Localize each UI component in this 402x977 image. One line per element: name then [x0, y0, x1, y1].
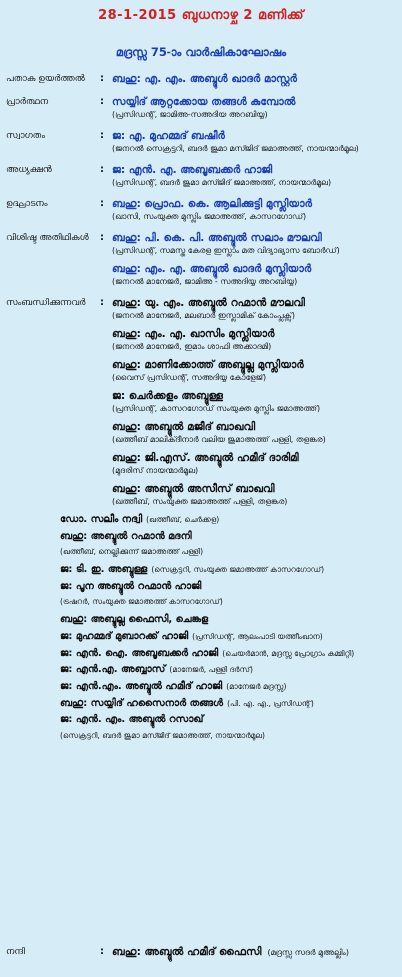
- person-desc: (ഖത്തീബ് മാലിക്ദീനാർ വലിയ ജുമാഅത്ത് പള്ളി, തളങ്കര): [112, 435, 326, 444]
- person-name: ജ: എ. മുഹമ്മദ് ബഷീർ: [112, 130, 225, 142]
- person-name: ബഹു: എം. എ. അബ്ദുൽ ഖാദർ മുസ്ലിയാർ: [112, 263, 312, 275]
- programme-list: [0, 72, 402, 513]
- attendee-line: [60, 714, 402, 731]
- attendee-line: [60, 597, 402, 614]
- person-desc: (മദ്രസ്സ സദർ മുഅല്ലിം): [267, 948, 349, 957]
- colon: :: [100, 232, 104, 243]
- person-desc: (പ്രസിഡന്റ്, ജാമിഅ-സഅദിയ അറബിയ്യ): [112, 110, 268, 119]
- role-label: വിശിഷ്ട അതിഥികൾ: [6, 233, 89, 243]
- attendee-line: [60, 614, 402, 631]
- attendee-name: ബഹു: അബ്ദുല്ല ഫൈസി, ചെങ്കള: [60, 614, 209, 626]
- people: [112, 163, 402, 194]
- attendee-line: [60, 681, 402, 698]
- invitation-header: [0, 0, 402, 60]
- role-label: പതാക ഉയർത്തൽ: [6, 74, 85, 84]
- person-desc: (ജനറൽ മാനേജർ, ജാമിഅ - സഅദിയ്യ അറബിയ്യ): [112, 277, 298, 286]
- person: [112, 389, 402, 414]
- attendee-desc: (സെക്രട്ടറി, സംയുക്ത ജമാഅത്ത് കാസറഗോഡ്): [151, 565, 325, 575]
- person-desc: (ജനറൽ മാനേജർ, മലബാർ ഇസ്ലാമിക് കോംപ്ലക്സ്): [112, 311, 296, 320]
- person: [112, 129, 402, 154]
- person-name: ബഹു: എം. എ. ഖാസിം മുസ്ലിയാർ: [112, 328, 275, 340]
- person: [112, 262, 402, 287]
- people: [112, 72, 402, 92]
- person: [112, 945, 402, 959]
- colon: :: [100, 297, 104, 308]
- person-name: ബഹു: പി. കെ. പി. അബ്ദുൽ സലാം മൗലവി: [112, 232, 322, 244]
- attendee-desc: (പ്രസിഡന്റ്, ആലംപാടി യത്തീംഖാന): [192, 631, 323, 641]
- person: [112, 231, 402, 256]
- person: [112, 95, 402, 120]
- person: [112, 420, 402, 445]
- attendee-name: ജ: ടി. ഇ. അബ്ദുള്ള: [60, 564, 148, 576]
- attendee-line: [60, 648, 402, 665]
- event-date-time: 28-1-2015 ബുധനാഴ്ച 2 മണിക്ക്: [98, 8, 304, 23]
- vote-of-thanks-row: [0, 945, 402, 965]
- colon: :: [100, 96, 104, 107]
- attendee-name: ജ: എൻ. ഐ. അബൂബക്കർ ഹാജി: [60, 647, 219, 659]
- person: [112, 72, 402, 86]
- attendee-name: ജ: എൻ.എ. അബ്ബാസ്: [60, 664, 166, 676]
- person: [112, 482, 402, 507]
- attendee-desc: (ചെയർമാൻ, മദ്രസ്സ പ്രോഗ്രാം കമ്മിറ്റി): [222, 648, 355, 658]
- person: [112, 197, 402, 222]
- person-name: സയ്യിദ് ആറ്റക്കോയ തങ്ങൾ കുമ്പോൽ: [112, 96, 296, 108]
- role-label: അധ്യക്ഷൻ: [6, 165, 52, 175]
- attendee-line: [60, 731, 402, 748]
- person: [112, 163, 402, 188]
- attendee-line: [60, 564, 402, 581]
- programme-row: [0, 95, 402, 126]
- colon: :: [100, 198, 104, 209]
- attendee-line: [60, 514, 402, 531]
- role-label: ഉദ്ഘാടനം: [6, 199, 48, 209]
- attendee-desc: (പി. എ. എ., പ്രസിഡന്റ്): [227, 698, 314, 708]
- person-desc: (മുദരിസ് നായന്മാർമൂല): [112, 466, 199, 475]
- people: [112, 231, 402, 293]
- person-name: ബഹു: യു. എം. അബ്ദുൽ റഹ്മാൻ മൗലവി: [112, 297, 305, 309]
- colon: :: [100, 130, 104, 141]
- role-label: നന്ദി: [6, 947, 26, 957]
- person-desc: (ഖത്തീബ്, സംയുക്ത ജമാഅത്ത് പള്ളി, തളങ്കര): [112, 497, 288, 506]
- person-name: ബഹു: അബ്ദുൽ ഹമീദ് ഫൈസി: [112, 946, 262, 958]
- programme-row: [0, 231, 402, 293]
- programme-row: [0, 72, 402, 92]
- people: [112, 197, 402, 228]
- programme-row: [0, 296, 402, 513]
- attendee-name: ജ: എൻ.എം. അബ്ദുൽ ഹമീദ് ഹാജി: [60, 680, 223, 692]
- attendee-line: [60, 698, 402, 715]
- attendee-desc: (ഖത്തീബ്, നെല്ലിക്കുന്ന് ജമാഅത്ത് പള്ളി): [60, 547, 204, 557]
- person-name: ബഹു: അബ്ദുൽ മജീദ് ബാഖവി: [112, 421, 256, 433]
- attendee-line: [60, 547, 402, 564]
- attendee-desc: (മാനേജർ മദ്രസ്സ): [226, 681, 287, 691]
- colon: :: [100, 73, 104, 84]
- person-desc: (വൈസ് പ്രസിഡന്റ്, സഅദിയ്യ കോളേജ്): [112, 373, 267, 382]
- role-label: പ്രാർത്ഥന: [6, 97, 49, 107]
- attendee-name: ബഹു: അബ്ദുൽ റഹ്മാൻ മദനി: [60, 530, 192, 542]
- attendee-line: [60, 631, 402, 648]
- person: [112, 327, 402, 352]
- people: [112, 95, 402, 126]
- people: [112, 296, 402, 513]
- person-desc: (പ്രസിഡന്റ്, സമസ്ത കേരള ഇസ്ലാം മത വിദ്യാഭ്യാസ ബോർഡ്): [112, 246, 340, 255]
- attendee-name: ജ: പൂന അബ്ദുൽ റഹ്മാൻ ഹാജി: [60, 580, 202, 592]
- person-name: ജ: ചെർക്കളം അബ്ദുള്ള: [112, 390, 224, 402]
- attendee-line: [60, 531, 402, 548]
- person-desc: (ഖാസി, സംയുക്ത മുസ്ലിം ജമാഅത്ത്, കാസറഗോഡ്): [112, 212, 307, 221]
- person-desc: (പ്രസിഡന്റ്, ബദർ ജുമാ മസ്ജിദ് ജമാഅത്ത്, നായന്മാർമൂല): [112, 178, 332, 187]
- programme-row: [0, 197, 402, 228]
- role-label: സ്വാഗതം: [6, 131, 46, 141]
- colon: :: [100, 164, 104, 175]
- people: [112, 945, 402, 965]
- attendee-name: ബഹു: സയ്യിദ് ഹസൈനാർ തങ്ങൾ: [60, 697, 224, 709]
- person-name: ബഹു: എ. എം. അബ്ദുൾ ഖാദർ മാസ്റ്റർ: [112, 73, 297, 85]
- person-desc: (ജനറൽ സെക്രട്ടറി, ബദർ ജുമാ മസ്ജിദ് ജമാഅത്ത്, നായന്മാർമൂല): [112, 144, 359, 153]
- attendee-name: ഡോ. സലീം നദ്വി: [60, 514, 143, 525]
- attendee-name: ജ: എൻ. എം. അബ്ദുൽ റസാഖ്: [60, 714, 204, 726]
- role-label: സംബന്ധിക്കുന്നവർ: [6, 298, 86, 308]
- person-desc: (പ്രസിഡന്റ്, കാസറഗോഡ് സംയുക്ത മുസ്ലിം ജമാഅത്ത്): [112, 404, 321, 413]
- attendee-line: [60, 581, 402, 598]
- person-desc: (ജനറൽ മാനേജർ, ഇമാം ശാഫി അക്കാദമി): [112, 342, 272, 351]
- person-name: ജ: എൻ. എ. അബൂബക്കർ ഹാജി: [112, 164, 273, 176]
- people: [112, 129, 402, 160]
- attendee-line: [60, 664, 402, 681]
- person: [112, 358, 402, 383]
- person-name: ബഹു: ജി.എസ്. അബ്ദുൽ ഹമീദ് ദാരിമി: [112, 452, 299, 464]
- person: [112, 451, 402, 476]
- attendee-name: ജ: മുഹമ്മദ് മുബാറക്ക് ഹാജി: [60, 630, 189, 642]
- more-attendees-list: [60, 514, 402, 748]
- attendee-desc: (മാനേജർ, പള്ളി ദർസ്): [169, 665, 254, 675]
- attendee-desc: (ഖത്തീബ്, ചെർക്കള): [146, 515, 220, 524]
- attendee-desc: (ട്രഷറർ, സംയുക്ത ജമാഅത്ത് കാസറഗോഡ്): [60, 597, 223, 607]
- person: [112, 296, 402, 321]
- event-title: മദ്രസ്സ 75-ാം വാർഷികാഘോഷം: [115, 45, 287, 59]
- person-name: ബഹു: മാണിക്കോത്ത് അബ്ദുല്ല മുസ്ലിയാർ: [112, 359, 304, 371]
- programme-row: [0, 163, 402, 194]
- colon: :: [100, 946, 104, 957]
- person-name: ബഹു: പ്രൊഫ. കെ. ആലിക്കുട്ടി മുസ്ലിയാർ: [112, 198, 313, 210]
- attendee-desc: (സെക്രട്ടറി, ബദർ ജുമാ മസ്ജിദ് ജമാഅത്ത്, നായന്മാർമൂല): [60, 730, 265, 740]
- person-name: ബഹു: അബ്ദുൽ അസീസ് ബാഖവി: [112, 483, 275, 495]
- programme-row: [0, 129, 402, 160]
